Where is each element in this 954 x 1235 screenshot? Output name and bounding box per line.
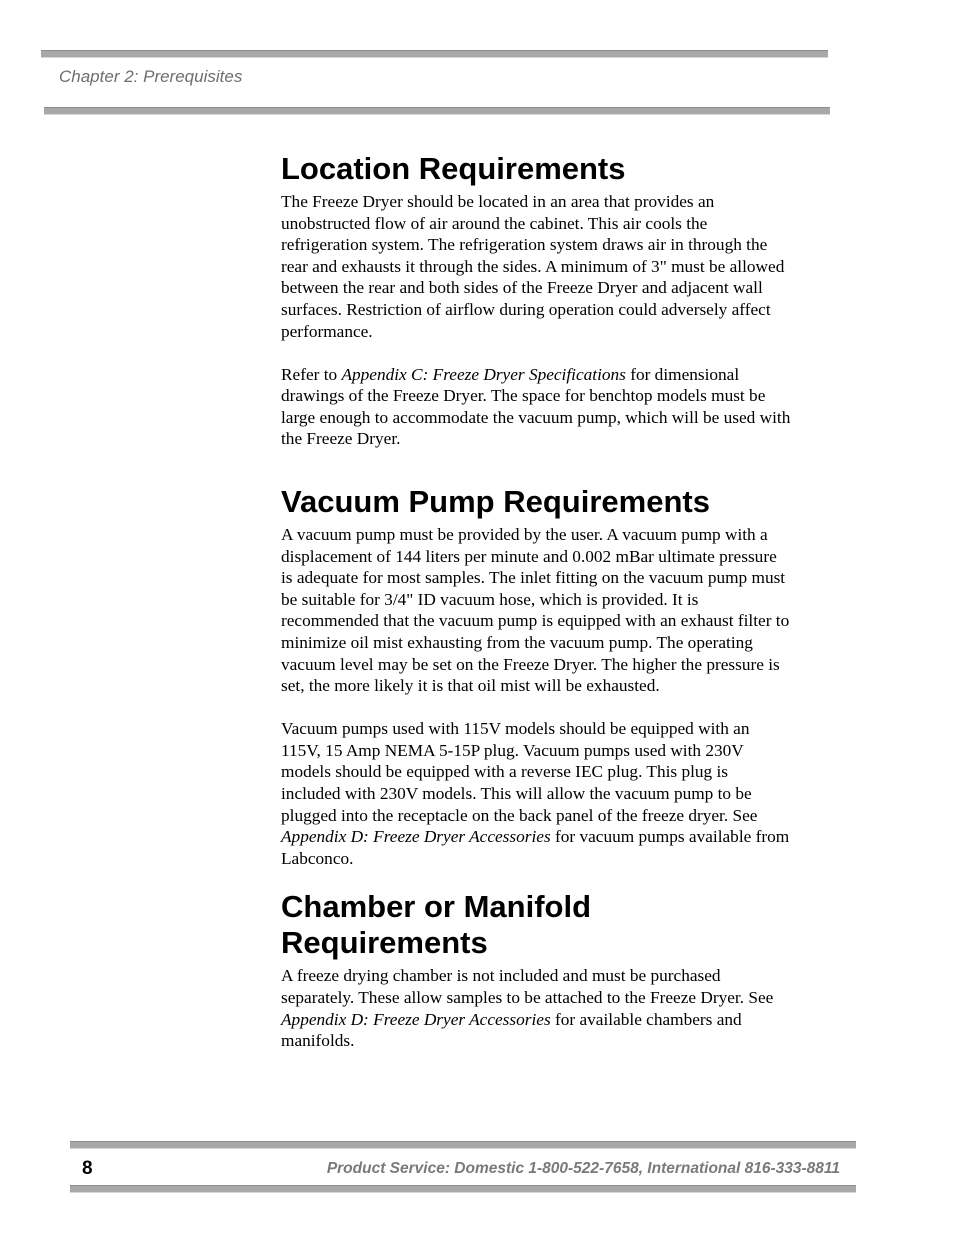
page-number: 8: [82, 1158, 93, 1179]
appendix-c-reference: Appendix C: Freeze Dryer Specifications: [341, 364, 626, 384]
header-rule-top: [41, 50, 828, 58]
footer-rule-top: [70, 1141, 856, 1149]
location-requirements-heading: Location Requirements: [281, 151, 626, 186]
appendix-d-reference: Appendix D: Freeze Dryer Accessories: [281, 827, 551, 847]
product-service-contact: Product Service: Domestic 1-800-522-7658, International 816-333-8811: [326, 1160, 840, 1177]
main-content: [281, 151, 791, 1052]
vacuum-paragraph-2: Vacuum pumps used with 115V models should be equipped with an 115V, 15 Amp NEMA 5-15P plug. Vacuum pumps used with 230V models should be equipped with a reverse IEC plug. This plug is included with 230V models. This will allow the vacuum pump to be plugged into the receptacle on the back panel of the freeze dryer. See Appendix D: Freeze Dryer Accessories for vacuum pumps available from Labconco.: [281, 719, 790, 868]
location-paragraph-2: Refer to Appendix C: Freeze Dryer Specifications for dimensional drawings of the Freeze Dryer. The space for benchtop models must be large enough to accommodate the vacuum pump, which will be used with the Freeze Dryer.: [281, 364, 791, 449]
location-paragraph-1: The Freeze Dryer should be located in an area that provides an unobstructed flow of air around the cabinet. This air cools the refrigeration system. The refrigeration system draws air in through the rear and exhausts it through the sides. A minimum of 3" must be allowed between the rear and both sides of the Freeze Dryer and adjacent wall surfaces. Restriction of airflow during operation could adversely affect performance.: [281, 192, 785, 341]
vacuum-paragraph-1: A vacuum pump must be provided by the user. A vacuum pump with a displacement of 144 liters per minute and 0.002 mBar ultimate pressure is adequate for most samples. The inlet fitting on the vacuum pump must be suitable for 3/4" ID vacuum hose, which is provided. It is recommended that the vacuum pump is equipped with an exhaust filter to minimize oil mist exhausting from the vacuum pump. The operating vacuum level may be set on the Freeze Dryer. The higher the pressure is set, the more likely it is that oil mist will be exhausted.: [281, 525, 790, 696]
appendix-d-reference-2: Appendix D: Freeze Dryer Accessories: [281, 1009, 551, 1029]
vacuum-pump-requirements-heading: Vacuum Pump Requirements: [281, 484, 710, 520]
chamber-manifold-requirements-heading: Chamber or Manifold Requirements: [281, 889, 592, 961]
footer-rule-bottom: [70, 1185, 856, 1193]
header-rule-bottom: [44, 107, 830, 115]
chapter-header: Chapter 2: Prerequisites: [59, 67, 243, 86]
chamber-paragraph-1: A freeze drying chamber is not included and must be purchased separately. These allow samples to be attached to the Freeze Dryer. See Appendix D: Freeze Dryer Accessories for available chambers and manifolds.: [281, 966, 774, 1051]
